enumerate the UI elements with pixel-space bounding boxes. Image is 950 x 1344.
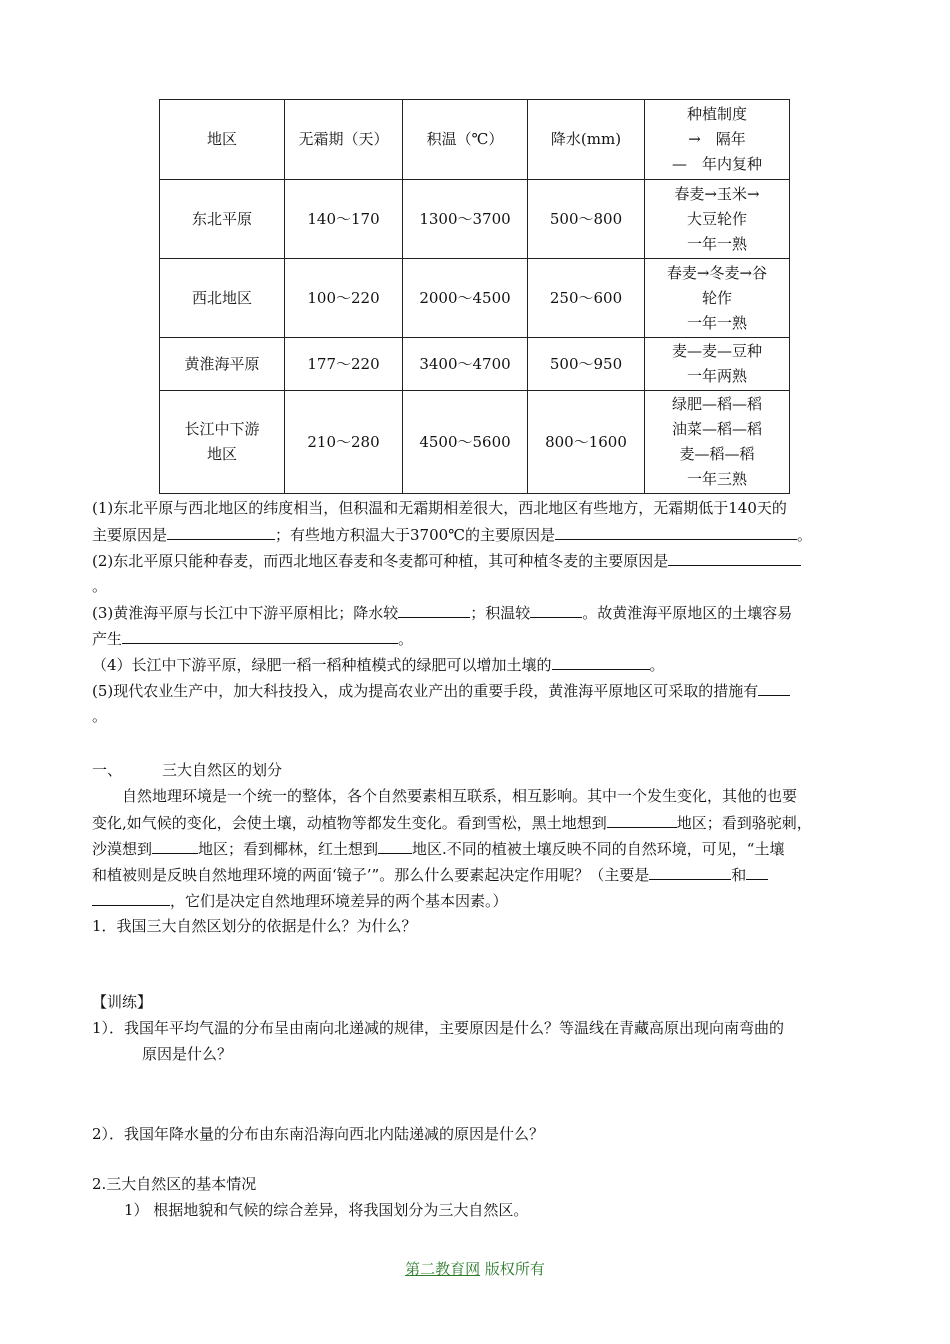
system-line: 大豆轮作 [686, 209, 747, 228]
section-number: 一、 [92, 761, 123, 779]
answer-blank[interactable] [649, 861, 731, 880]
q3-text: 。故黄淮海平原地区的土壤容易 [582, 604, 793, 622]
training-question-2: 2）．我国年降水量的分布由东南沿海向西北内陆递减的原因是什么？ [92, 1125, 545, 1143]
question-5-line-1 [92, 677, 862, 704]
cell-precipitation: 250～600 [528, 259, 645, 338]
cell-accumulated-temp: 3400～4700 [403, 338, 528, 391]
training-question-1-line-2: 原因是什么？ [142, 1045, 233, 1063]
question-2-line-2: 。 [92, 577, 108, 595]
cell-precipitation: 500～950 [528, 338, 645, 391]
q1-text: 主要原因是 [92, 526, 168, 544]
paragraph-text: 地区.不同的植被土壤反映不同的自然环境，可见，“土壤 [412, 840, 785, 858]
cell-accumulated-temp: 1300～3700 [403, 180, 528, 259]
q3-text: (3)黄淮海平原与长江中下游平原相比；降水较 [92, 604, 399, 622]
system-line: 一年一熟 [686, 313, 747, 332]
section-title: 三大自然区的划分 [162, 761, 283, 779]
q5-text: (5)现代农业生产中，加大科技投入，成为提高农业产出的重要手段，黄淮海平原地区可采取的措施有 [92, 682, 759, 700]
cell-planting-system [645, 180, 790, 259]
section-paragraph-line: 自然地理环境是一个统一的整体，各个自然要素相互联系，相互影响。其中一个发生变化，其他的也要 [122, 787, 798, 805]
table-row [160, 259, 790, 338]
table-row [160, 180, 790, 259]
question-3-line-1 [92, 599, 862, 626]
section-paragraph-line [92, 809, 862, 836]
header-system-line: → 隔年 [688, 130, 746, 148]
answer-blank[interactable] [758, 677, 790, 696]
cell-precipitation: 800～1600 [528, 391, 645, 494]
paragraph-text: 沙漠想到 [92, 840, 153, 858]
subsection-2-title: 2.三大自然区的基本情况 [92, 1175, 257, 1193]
section-paragraph-line [92, 887, 862, 914]
region-line: 长江中下游 [184, 420, 260, 438]
system-line: 油菜—稻—稻 [671, 420, 762, 438]
cell-frost-free: 177～220 [285, 338, 403, 391]
answer-blank[interactable] [122, 625, 398, 644]
header-precipitation: 降水(mm) [528, 100, 645, 180]
question-5-line-2: 。 [92, 707, 108, 725]
paragraph-text: 地区；看到椰林，红土想到 [198, 840, 379, 858]
paragraph-text: 变化,如气候的变化，会使土壤，动植物等都发生变化。看到雪松，黑土地想到 [92, 814, 607, 832]
cell-region: 东北平原 [160, 180, 285, 259]
question-3-line-2 [92, 625, 862, 652]
q3-text: ；积温较 [470, 604, 531, 622]
cell-region [160, 391, 285, 494]
answer-blank[interactable] [152, 835, 198, 854]
paragraph-text: ，它们是决定自然地理环境差异的两个基本因素。） [170, 892, 508, 910]
question-4-line [92, 651, 862, 678]
training-question-1-line-1: 1）．我国年平均气温的分布呈由南向北递减的规律，主要原因是什么？等温线在青藏高原出现向南弯曲的 [92, 1019, 785, 1037]
answer-blank[interactable] [378, 835, 412, 854]
footer [0, 1258, 950, 1279]
system-line: 春麦→冬麦→谷 [666, 263, 768, 282]
q4-text: （4）长江中下游平原，绿肥一稻一稻种植模式的绿肥可以增加土壤的 [92, 656, 552, 674]
q3-text: 。 [398, 630, 414, 648]
footer-copyright: 版权所有 [480, 1260, 545, 1278]
answer-blank[interactable] [555, 521, 797, 540]
paragraph-text: 和 [731, 866, 747, 884]
answer-blank[interactable] [92, 887, 170, 906]
answer-blank[interactable] [552, 651, 650, 670]
system-line: 麦—麦—豆种 [671, 342, 762, 360]
cell-planting-system [645, 259, 790, 338]
table-row [160, 338, 790, 391]
header-planting-system [645, 100, 790, 180]
system-line: 春麦→玉米→ [674, 184, 760, 203]
subsection-2-item-1: 1） 根据地貌和气候的综合差异，将我国划分为三大自然区。 [124, 1201, 529, 1219]
training-title: 【训练】 [92, 993, 153, 1011]
section-paragraph-line [92, 861, 862, 888]
header-system-line: — 年内复种 [671, 155, 762, 173]
answer-blank[interactable] [668, 547, 801, 566]
header-system-line: 种植制度 [686, 105, 747, 123]
system-line: 麦—稻—稻 [679, 445, 755, 463]
answer-blank[interactable] [746, 861, 768, 880]
header-frost-free: 无霜期（天） [285, 100, 403, 180]
cell-frost-free: 140～170 [285, 180, 403, 259]
header-region: 地区 [160, 100, 285, 180]
cell-frost-free: 210～280 [285, 391, 403, 494]
system-line: 轮作 [701, 288, 732, 307]
region-line: 地区 [206, 445, 237, 463]
answer-blank[interactable] [607, 809, 677, 828]
question-1-line-1: (1)东北平原与西北地区的纬度相当，但积温和无霜期相差很大，西北地区有些地方，无霜期低于140天的 [92, 499, 787, 517]
answer-blank[interactable] [530, 599, 582, 618]
table-row [160, 391, 790, 494]
system-line: 绿肥—稻—稻 [671, 395, 762, 413]
cell-planting-system [645, 338, 790, 391]
system-line: 一年一熟 [686, 234, 747, 253]
section-heading [92, 757, 862, 783]
cell-accumulated-temp: 2000～4500 [403, 259, 528, 338]
q2-text: (2)东北平原只能种春麦，而西北地区春麦和冬麦都可种植，其可种植冬麦的主要原因是 [92, 552, 669, 570]
q1-text: 。 [796, 526, 812, 544]
footer-site-link[interactable]: 第二教育网 [405, 1260, 481, 1278]
section-paragraph-line [92, 835, 862, 862]
cell-accumulated-temp: 4500～5600 [403, 391, 528, 494]
cell-region: 西北地区 [160, 259, 285, 338]
climate-table [159, 99, 790, 494]
section-question-1: 1．我国三大自然区划分的依据是什么？为什么？ [92, 917, 417, 935]
question-2-line-1 [92, 547, 862, 574]
paragraph-text: 地区；看到骆驼刺， [676, 814, 812, 832]
q4-text: 。 [649, 656, 665, 674]
cell-region: 黄淮海平原 [160, 338, 285, 391]
q1-text: ；有些地方积温大于3700℃的主要原因是 [275, 526, 555, 544]
question-1-line-2 [92, 521, 862, 548]
cell-planting-system [645, 391, 790, 494]
cell-precipitation: 500～800 [528, 180, 645, 259]
system-line: 一年三熟 [686, 470, 747, 488]
answer-blank[interactable] [167, 521, 275, 540]
system-line: 一年两熟 [686, 367, 747, 385]
answer-blank[interactable] [398, 599, 470, 618]
q3-text: 产生 [92, 630, 123, 648]
paragraph-text: 和植被则是反映自然地理环境的两面‘镜子’”。那么什么要素起决定作用呢？（主要是 [92, 866, 650, 884]
cell-frost-free: 100～220 [285, 259, 403, 338]
header-accumulated-temp: 积温（℃） [403, 100, 528, 180]
table-header-row [160, 100, 790, 180]
